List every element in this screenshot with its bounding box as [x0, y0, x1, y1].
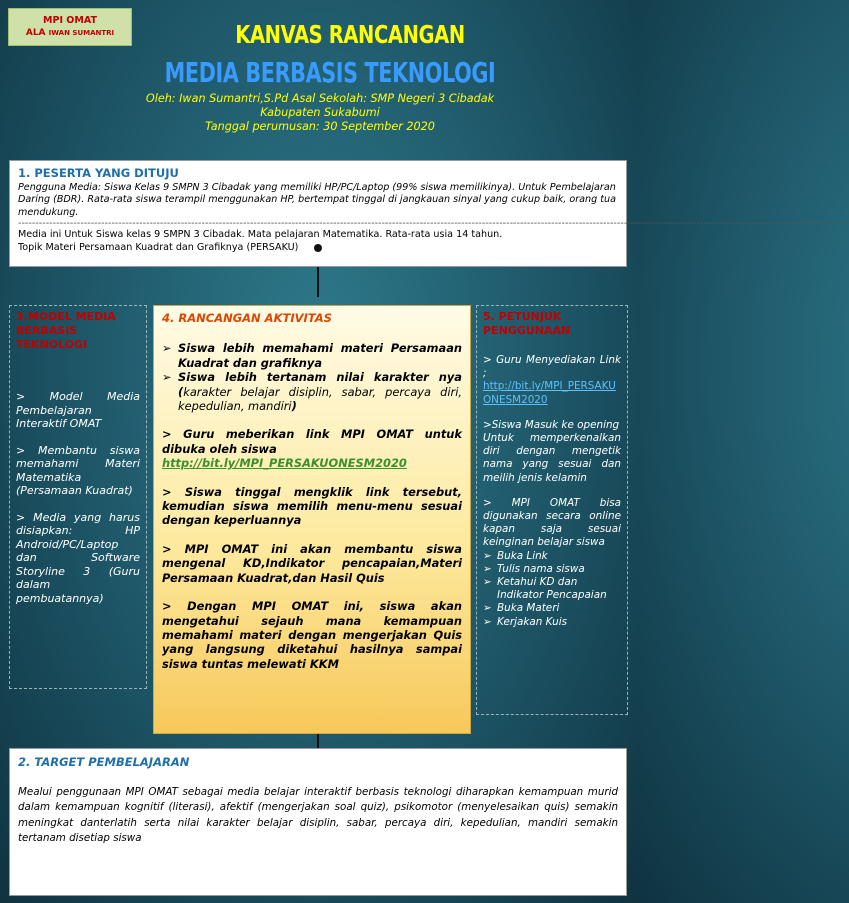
list-item: ➢ Ketahui KD dan Indikator Pencapaian: [483, 576, 607, 602]
aktivitas-p3: > MPI OMAT ini akan membantu siswa mengenal KD,Indikator pencapaian,Materi Persamaan Kuadrat,dan Hasil Quis: [162, 541, 462, 585]
badge-line2: ALA IWAN SUMANTRI: [25, 28, 115, 38]
connector-line-top: [317, 267, 319, 297]
section-peserta-p3: Topik Materi Persamaan Kuadrat dan Grafiknya (PERSAKU): [18, 241, 299, 253]
arrow-bullet-icon: ➢: [483, 602, 492, 615]
arrow-bullet-icon: ➢: [162, 341, 172, 356]
section-aktivitas-heading: 4. RANCANGAN AKTIVITAS: [162, 311, 332, 325]
list-item: ➢ Buka Link: [483, 549, 548, 562]
section-peserta-p1: Pengguna Media: Siswa Kelas 9 SMPN 3 Cibadak yang memiliki HP/PC/Laptop (99% siswa memilikinya). Untuk Pembelajaran Daring (BDR). Rata-rata siswa terampil menggunakan HP, bertempat tinggal di jangkauan sinyal yang cukup baik, orang tua mendukung.: [18, 181, 617, 218]
section-target-heading: 2. TARGET PEMBELAJARAN: [18, 755, 190, 769]
section-petunjuk: [476, 305, 628, 715]
petunjuk-p2: >Siswa Masuk ke opening: [483, 418, 620, 431]
section-model-heading: 3.MODEL MEDIA BERBASIS TEKNOLOGI: [16, 310, 116, 351]
section-model-p3: > Media yang harus disiapkan: HP Android/PC/Laptop dan Software Storyline 3 (Guru dalam pembuatannya): [16, 510, 140, 605]
list-item: [162, 341, 462, 370]
list-item: [162, 370, 462, 413]
section-rancangan-aktivitas: [153, 305, 471, 734]
section-target-p1: Mealui penggunaan MPI OMAT sebagai media belajar interaktif berbasis teknologi diharapkan kemampuan murid dalam kemampuan kognitif (literasi), afektif (mengerjakan soal quiz), psikomotor (menyelesaikan quis) semakin meningkat danterlatih serta nilai karakter belajar disiplin, sabar, percaya diri, kepedulian, mandiri semakin tertanam disetiap siswa: [18, 785, 618, 844]
section-model-p2: > Membantu siswa memahami Materi Matematika (Persamaan Kuadrat): [16, 443, 140, 497]
list-item: ➢ Buka Materi: [483, 602, 560, 615]
bullet-text: Siswa lebih tertanam nilai karakter nya (karakter belajar disiplin, sabar, percaya diri, kepedulian, mandiri): [178, 370, 462, 414]
location-line: Kabupaten Sukabumi: [260, 106, 380, 119]
aktivitas-p4: > Dengan MPI OMAT ini, siswa akan mengetahui sejauh mana kemampuan memahami materi dengan mengerjakan Quis yang langsung diketahui hasilnya sampai siswa tuntas melewati KKM: [162, 599, 462, 671]
petunjuk-link[interactable]: http://bit.ly/MPI_PERSAKUONESM2020: [483, 380, 616, 406]
section-peserta-heading: 1. PESERTA YANG DITUJU: [18, 166, 179, 180]
arrow-bullet-icon: ➢: [483, 549, 492, 562]
section-model-media: [9, 305, 147, 689]
petunjuk-p4: > MPI OMAT bisa digunakan secara online kapan saja sesuai keinginan belajar siswa: [483, 496, 621, 549]
section-petunjuk-heading: 5. PETUNJUK PENGGUNAAN: [483, 310, 571, 337]
page-title-line1: KANVAS RANCANGAN: [235, 20, 465, 49]
section-peserta-p2: Media ini Untuk Siswa kelas 9 SMPN 3 Cibadak. Mata pelajaran Matematika. Rata-rata usia 14 tahun.: [18, 229, 503, 240]
arrow-bullet-icon: ➢: [162, 370, 172, 385]
list-item: ➢ Tulis nama siswa: [483, 562, 585, 575]
section-peserta-divider: ------------------------------------------------------------------------------------------------------------------------------------------------------------------------------------------------------------------------------------------------: [18, 218, 849, 229]
petunjuk-p3: Untuk memperkenalkan diri dengan mengetik nama yang sesuai dan meilih jenis kelamin: [483, 432, 621, 484]
arrow-bullet-icon: ➢: [483, 576, 492, 589]
badge-line1: MPI OMAT: [43, 15, 97, 26]
author-line: Oleh: Iwan Sumantri,S.Pd Asal Sekolah: SMP Negeri 3 Cibadak: [145, 92, 495, 105]
arrow-bullet-icon: ➢: [483, 615, 492, 628]
section-model-p1: > Model Media Pembelajaran Interaktif OMAT: [16, 390, 140, 430]
connector-line-bottom: [317, 734, 319, 748]
date-line: Tanggal perumusan: 30 September 2020: [205, 120, 435, 133]
mpi-omat-badge: [8, 8, 132, 46]
petunjuk-p1: > Guru Menyediakan Link ;: [483, 354, 621, 380]
persaku-link[interactable]: http://bit.ly/MPI_PERSAKUONESM2020: [162, 456, 407, 471]
aktivitas-p1: > Guru meberikan link MPI OMAT untuk dibuka oleh siswa http://bit.ly/MPI_PERSAKUONESM2020: [162, 427, 462, 471]
section-target: [9, 748, 627, 896]
list-item: ➢ Kerjakan Kuis: [483, 615, 568, 628]
aktivitas-p2: > Siswa tinggal mengklik link tersebut, kemudian siswa memilih menu-menu sesuai dengan keperluannya: [162, 484, 462, 528]
arrow-bullet-icon: ➢: [483, 562, 492, 575]
connector-pin-top: [314, 244, 322, 252]
page-title-line2: MEDIA BERBASIS TEKNOLOGI: [164, 56, 496, 89]
bullet-text: Siswa lebih memahami materi Persamaan Kuadrat dan grafiknya: [178, 341, 462, 370]
author-info: [100, 92, 540, 134]
